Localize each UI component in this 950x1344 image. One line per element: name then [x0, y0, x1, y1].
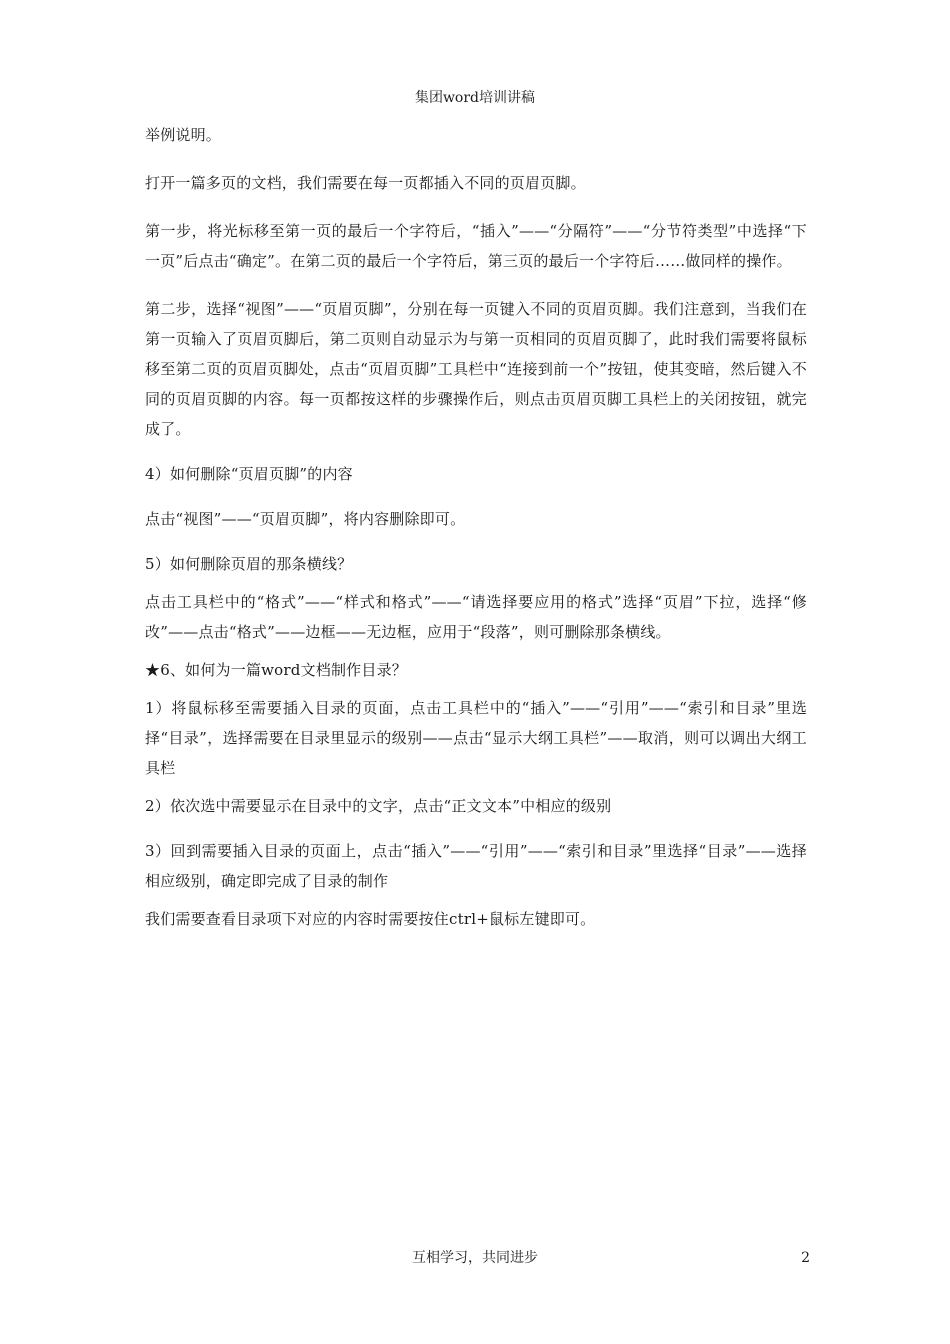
paragraph-example-intro: 举例说明。 [145, 126, 222, 144]
paragraph-toc-step-3: 3）回到需要插入目录的页面上，点击“插入”——“引用”——“索引和目录”里选择“目录”——选择相应级别，确定即完成了目录的制作 [145, 842, 807, 890]
paragraph-heading-delete-header-line: 5）如何删除页眉的那条横线？ [145, 555, 353, 573]
paragraph-toc-step-1: 1）将鼠标移至需要插入目录的页面，点击工具栏中的“插入”——“引用”——“索引和目录”里选择“目录”，选择需要在目录里显示的级别——点击“显示大纲工具栏”——取消，则可以调出大纲工具栏 [145, 699, 807, 777]
page-footer: 互相学习，共同进步 [412, 1250, 538, 1266]
paragraph-heading-delete-header-footer: 4）如何删除“页眉页脚”的内容 [145, 465, 353, 483]
page-header: 集团word培训讲稿 [414, 90, 536, 106]
paragraph-delete-content: 点击“视图”——“页眉页脚”，将内容删除即可。 [145, 510, 466, 528]
page-number: 2 [801, 1250, 810, 1266]
paragraph-step-two: 第二步，选择“视图”——“页眉页脚”，分别在每一页键入不同的页眉页脚。我们注意到，当我们在第一页输入了页眉页脚后，第二页则自动显示为与第一页相同的页眉页脚了，此时我们需要将鼠标移至第二页的页眉页脚处，点击“页眉页脚”工具栏中“连接到前一个”按钮，使其变暗，然后键入不同的页眉页脚的内容。每一页都按这样的步骤操作后，则点击页眉页脚工具栏上的关闭按钮，就完成了。 [145, 300, 807, 438]
paragraph-step-one: 第一步，将光标移至第一页的最后一个字符后，“插入”——“分隔符”——“分节符类型”中选择“下一页”后点击“确定”。在第二页的最后一个字符后，第三页的最后一个字符后……做同样的操作。 [145, 222, 807, 270]
paragraph-delete-line-steps: 点击工具栏中的“格式”——“样式和格式”——“请选择要应用的格式”选择“页眉”下拉，选择“修改”——点击“格式”——边框——无边框，应用于“段落”，则可删除那条横线。 [145, 593, 807, 641]
paragraph-heading-toc: ★6、如何为一篇word文档制作目录？ [145, 661, 407, 679]
paragraph-open-document: 打开一篇多页的文档，我们需要在每一页都插入不同的页眉页脚。 [145, 174, 586, 192]
paragraph-toc-navigation: 我们需要查看目录项下对应的内容时需要按住ctrl+鼠标左键即可。 [145, 910, 596, 928]
paragraph-toc-step-2: 2）依次选中需要显示在目录中的文字，点击“正文文本”中相应的级别 [145, 797, 612, 815]
document-body [145, 120, 807, 934]
